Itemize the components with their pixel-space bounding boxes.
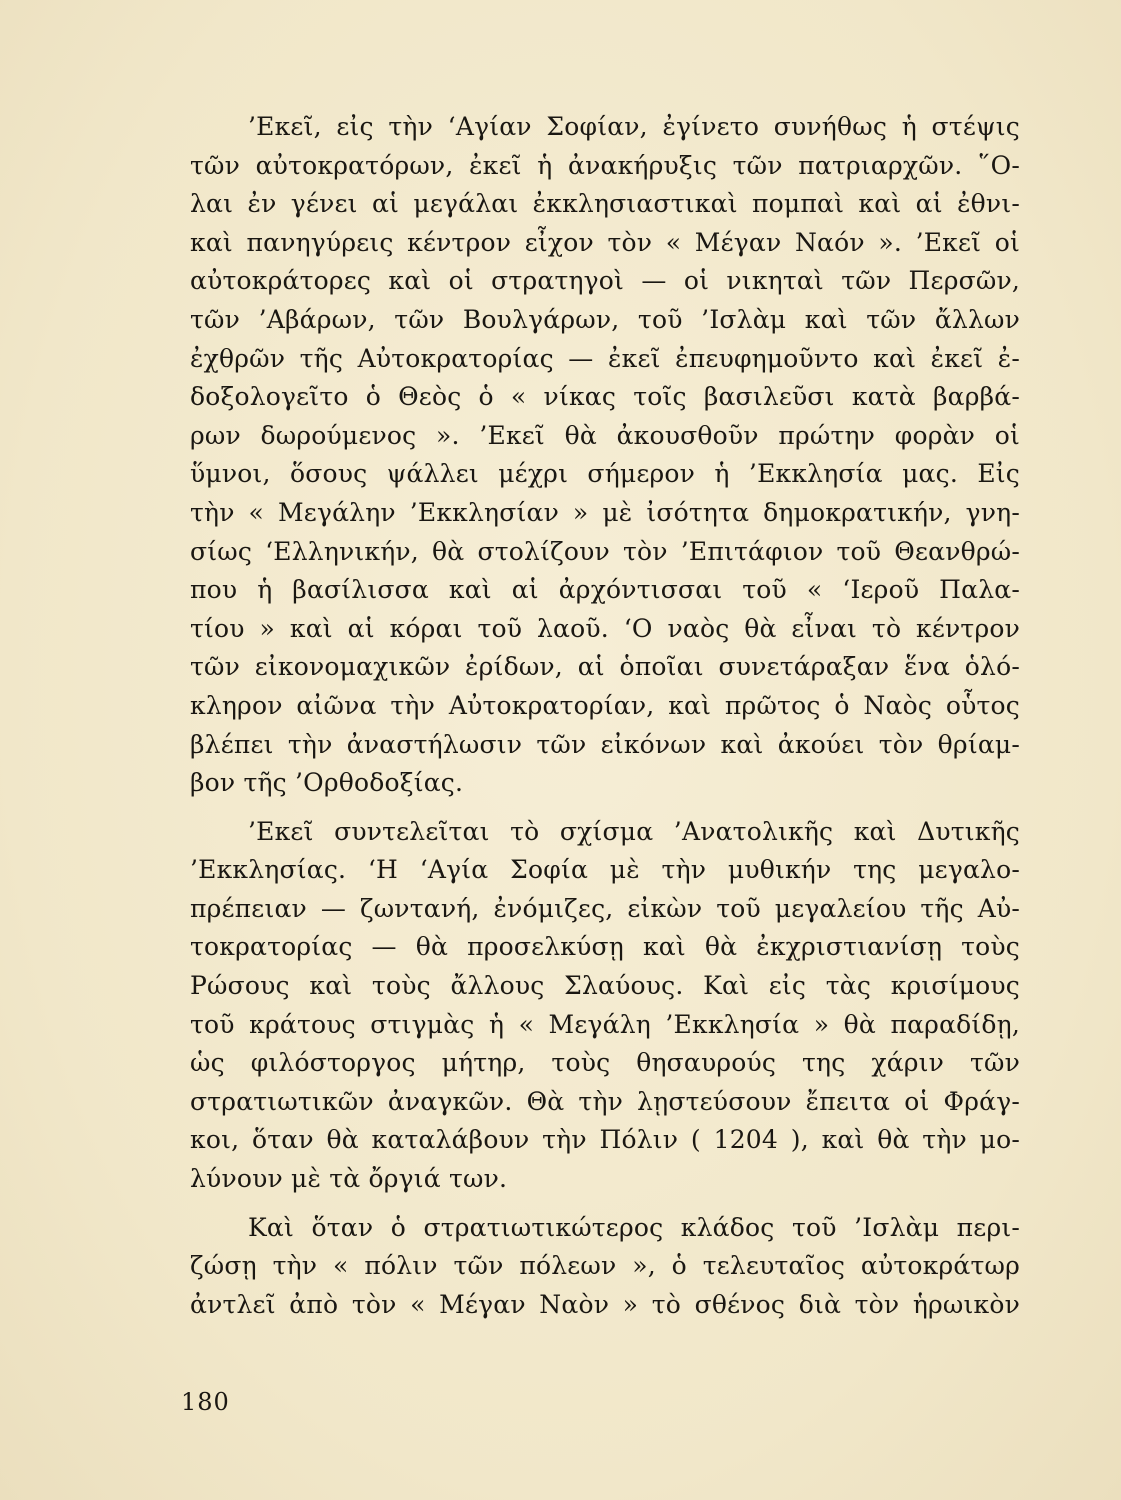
- text-line: τῶν εἰκονομαχικῶν ἐρίδων, αἱ ὁποῖαι συνετάραξαν ἕνα ὁλό-: [190, 652, 1020, 682]
- text-line: ὡς φιλόστοργος μήτηρ, τοὺς θησαυρούς της χάριν τῶν: [190, 1048, 1020, 1078]
- text-line: στρατιωτικῶν ἀναγκῶν. Θὰ τὴν λῃστεύσουν ἔπειτα οἱ Φράγ-: [190, 1086, 1020, 1116]
- text-line: τῶν αὐτοκρατόρων, ἐκεῖ ἡ ἀνακήρυξις τῶν πατριαρχῶν. ῞Ο-: [190, 150, 1020, 180]
- body-text: [190, 108, 1020, 1324]
- text-line: ἀντλεῖ ἀπὸ τὸν « Μέγαν Ναὸν » τὸ σθένος διὰ τὸν ἡρωικὸν: [190, 1289, 1020, 1319]
- text-line: κληρον αἰῶνα τὴν Αὐτοκρατορίαν, καὶ πρῶτος ὁ Ναὸς οὗτος: [190, 690, 1020, 720]
- text-line: βλέπει τὴν ἀναστήλωσιν τῶν εἰκόνων καὶ ἀκούει τὸν θρίαμ-: [190, 729, 1020, 759]
- text-line: λύνουν μὲ τὰ ὄργιά των.: [190, 1164, 508, 1194]
- text-line: ’Εκεῖ συντελεῖται τὸ σχίσμα ’Ανατολικῆς καὶ Δυτικῆς: [248, 816, 1020, 846]
- paragraph-gap: [190, 803, 1020, 813]
- page-number: 180: [181, 1388, 230, 1416]
- text-line: ὕμνοι, ὅσους ψάλλει μέχρι σήμερον ἡ ’Εκκλησία μας. Εἰς: [190, 459, 1020, 489]
- text-line: που ἡ βασίλισσα καὶ αἱ ἀρχόντισσαι τοῦ « ‘Ιεροῦ Παλα-: [190, 575, 1020, 605]
- text-line: ’Εκεῖ, εἰς τὴν ‘Αγίαν Σοφίαν, ἐγίνετο συνήθως ἡ στέψις: [248, 112, 1020, 141]
- text-line: Καὶ ὅταν ὁ στρατιωτικώτερος κλάδος τοῦ ’Ισλὰμ περι-: [248, 1212, 1020, 1242]
- text-line: πρέπειαν — ζωντανή, ἐνόμιζες, εἰκὼν τοῦ μεγαλείου τῆς Αὐ-: [190, 893, 1020, 923]
- text-line: δοξολογεῖτο ὁ Θεὸς ὁ « νίκας τοῖς βασιλεῦσι κατὰ βαρβά-: [190, 382, 1020, 412]
- text-line: ζώσῃ τὴν « πόλιν τῶν πόλεων », ὁ τελευταῖος αὐτοκράτωρ: [190, 1251, 1020, 1281]
- text-line: Ρώσους καὶ τοὺς ἄλλους Σλαύους. Καὶ εἰς τὰς κρισίμους: [190, 971, 1020, 1001]
- text-line: κοι, ὅταν θὰ καταλάβουν τὴν Πόλιν ( 1204 ), καὶ θὰ τὴν μο-: [190, 1125, 1020, 1155]
- text-line: ἐχθρῶν τῆς Αὐτοκρατορίας — ἐκεῖ ἐπευφημοῦντο καὶ ἐκεῖ ἐ-: [190, 343, 1020, 373]
- text-line: αὐτοκράτορες καὶ οἱ στρατηγοὶ — οἱ νικηταὶ τῶν Περσῶν,: [190, 266, 1020, 296]
- text-line: τοκρατορίας — θὰ προσελκύσῃ καὶ θὰ ἐκχριστιανίσῃ τοὺς: [190, 932, 1020, 962]
- text-line: σίως ‘Ελληνικήν, θὰ στολίζουν τὸν ’Επιτάφιον τοῦ Θεανθρώ-: [190, 536, 1020, 566]
- text-line: ρων δωρούμενος ». ’Εκεῖ θὰ ἀκουσθοῦν πρώτην φορὰν οἱ: [190, 420, 1020, 450]
- text-line: ’Εκκλησίας. ‘Η ‘Αγία Σοφία μὲ τὴν μυθικήν της μεγαλο-: [190, 855, 1020, 885]
- text-line: λαι ἐν γένει αἱ μεγάλαι ἐκκλησιαστικαὶ πομπαὶ καὶ αἱ ἐθνι-: [190, 189, 1020, 219]
- text-line: τίου » καὶ αἱ κόραι τοῦ λαοῦ. ‘Ο ναὸς θὰ εἶναι τὸ κέντρον: [190, 613, 1020, 643]
- text-line: τῶν ’Αβάρων, τῶν Βουλγάρων, τοῦ ’Ισλὰμ καὶ τῶν ἄλλων: [190, 304, 1020, 334]
- text-line: τοῦ κράτους στιγμὰς ἡ « Μεγάλη ’Εκκλησία » θὰ παραδίδῃ,: [190, 1009, 1020, 1039]
- text-line: καὶ πανηγύρεις κέντρον εἶχον τὸν « Μέγαν Ναόν ». ’Εκεῖ οἱ: [190, 227, 1020, 257]
- paragraph-gap: [190, 1199, 1020, 1209]
- text-line: τὴν « Μεγάλην ’Εκκλησίαν » μὲ ἰσότητα δημοκρατικήν, γνη-: [190, 497, 1020, 527]
- text-line: βον τῆς ’Ορθοδοξίας.: [190, 768, 464, 798]
